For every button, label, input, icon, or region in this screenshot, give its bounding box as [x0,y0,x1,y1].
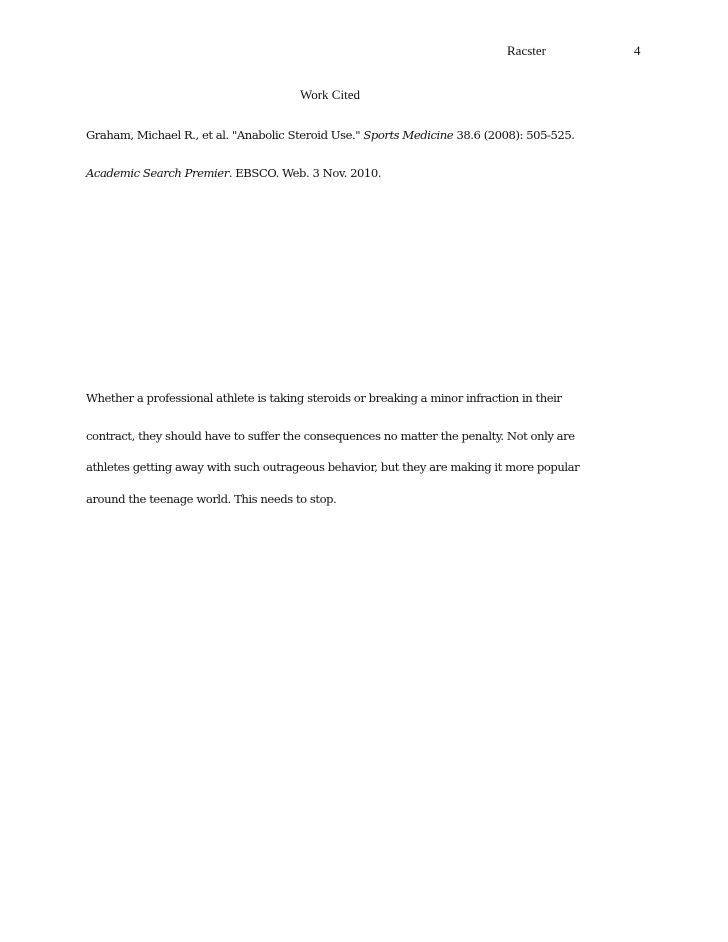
paragraph-line: athletes getting away with such outrageous behavior, but they are making it more popular [86,460,580,474]
citation-access-info: . EBSCO. Web. 3 Nov. 2010. [228,166,382,180]
paragraph-line: Whether a professional athlete is taking steroids or breaking a minor infraction in their [86,391,562,405]
paragraph-line: contract, they should have to suffer the consequences no matter the penalty. Not only are [86,429,575,443]
citation-line-1 [86,128,575,142]
citation-database-name: Academic Search Premier [86,166,229,180]
citation-journal-title: Sports Medicine [363,128,454,142]
citation-authors-article: Graham, Michael R., et al. "Anabolic Steroid Use." [86,128,364,142]
citation-volume-pages: 38.6 (2008): 505-525. [453,128,575,142]
header-author-name: Racster [507,43,546,58]
header-page-number: 4 [634,43,641,58]
works-cited-title: Work Cited [300,87,360,102]
paragraph-line: around the teenage world. This needs to stop. [86,492,337,506]
citation-line-2 [86,166,381,180]
